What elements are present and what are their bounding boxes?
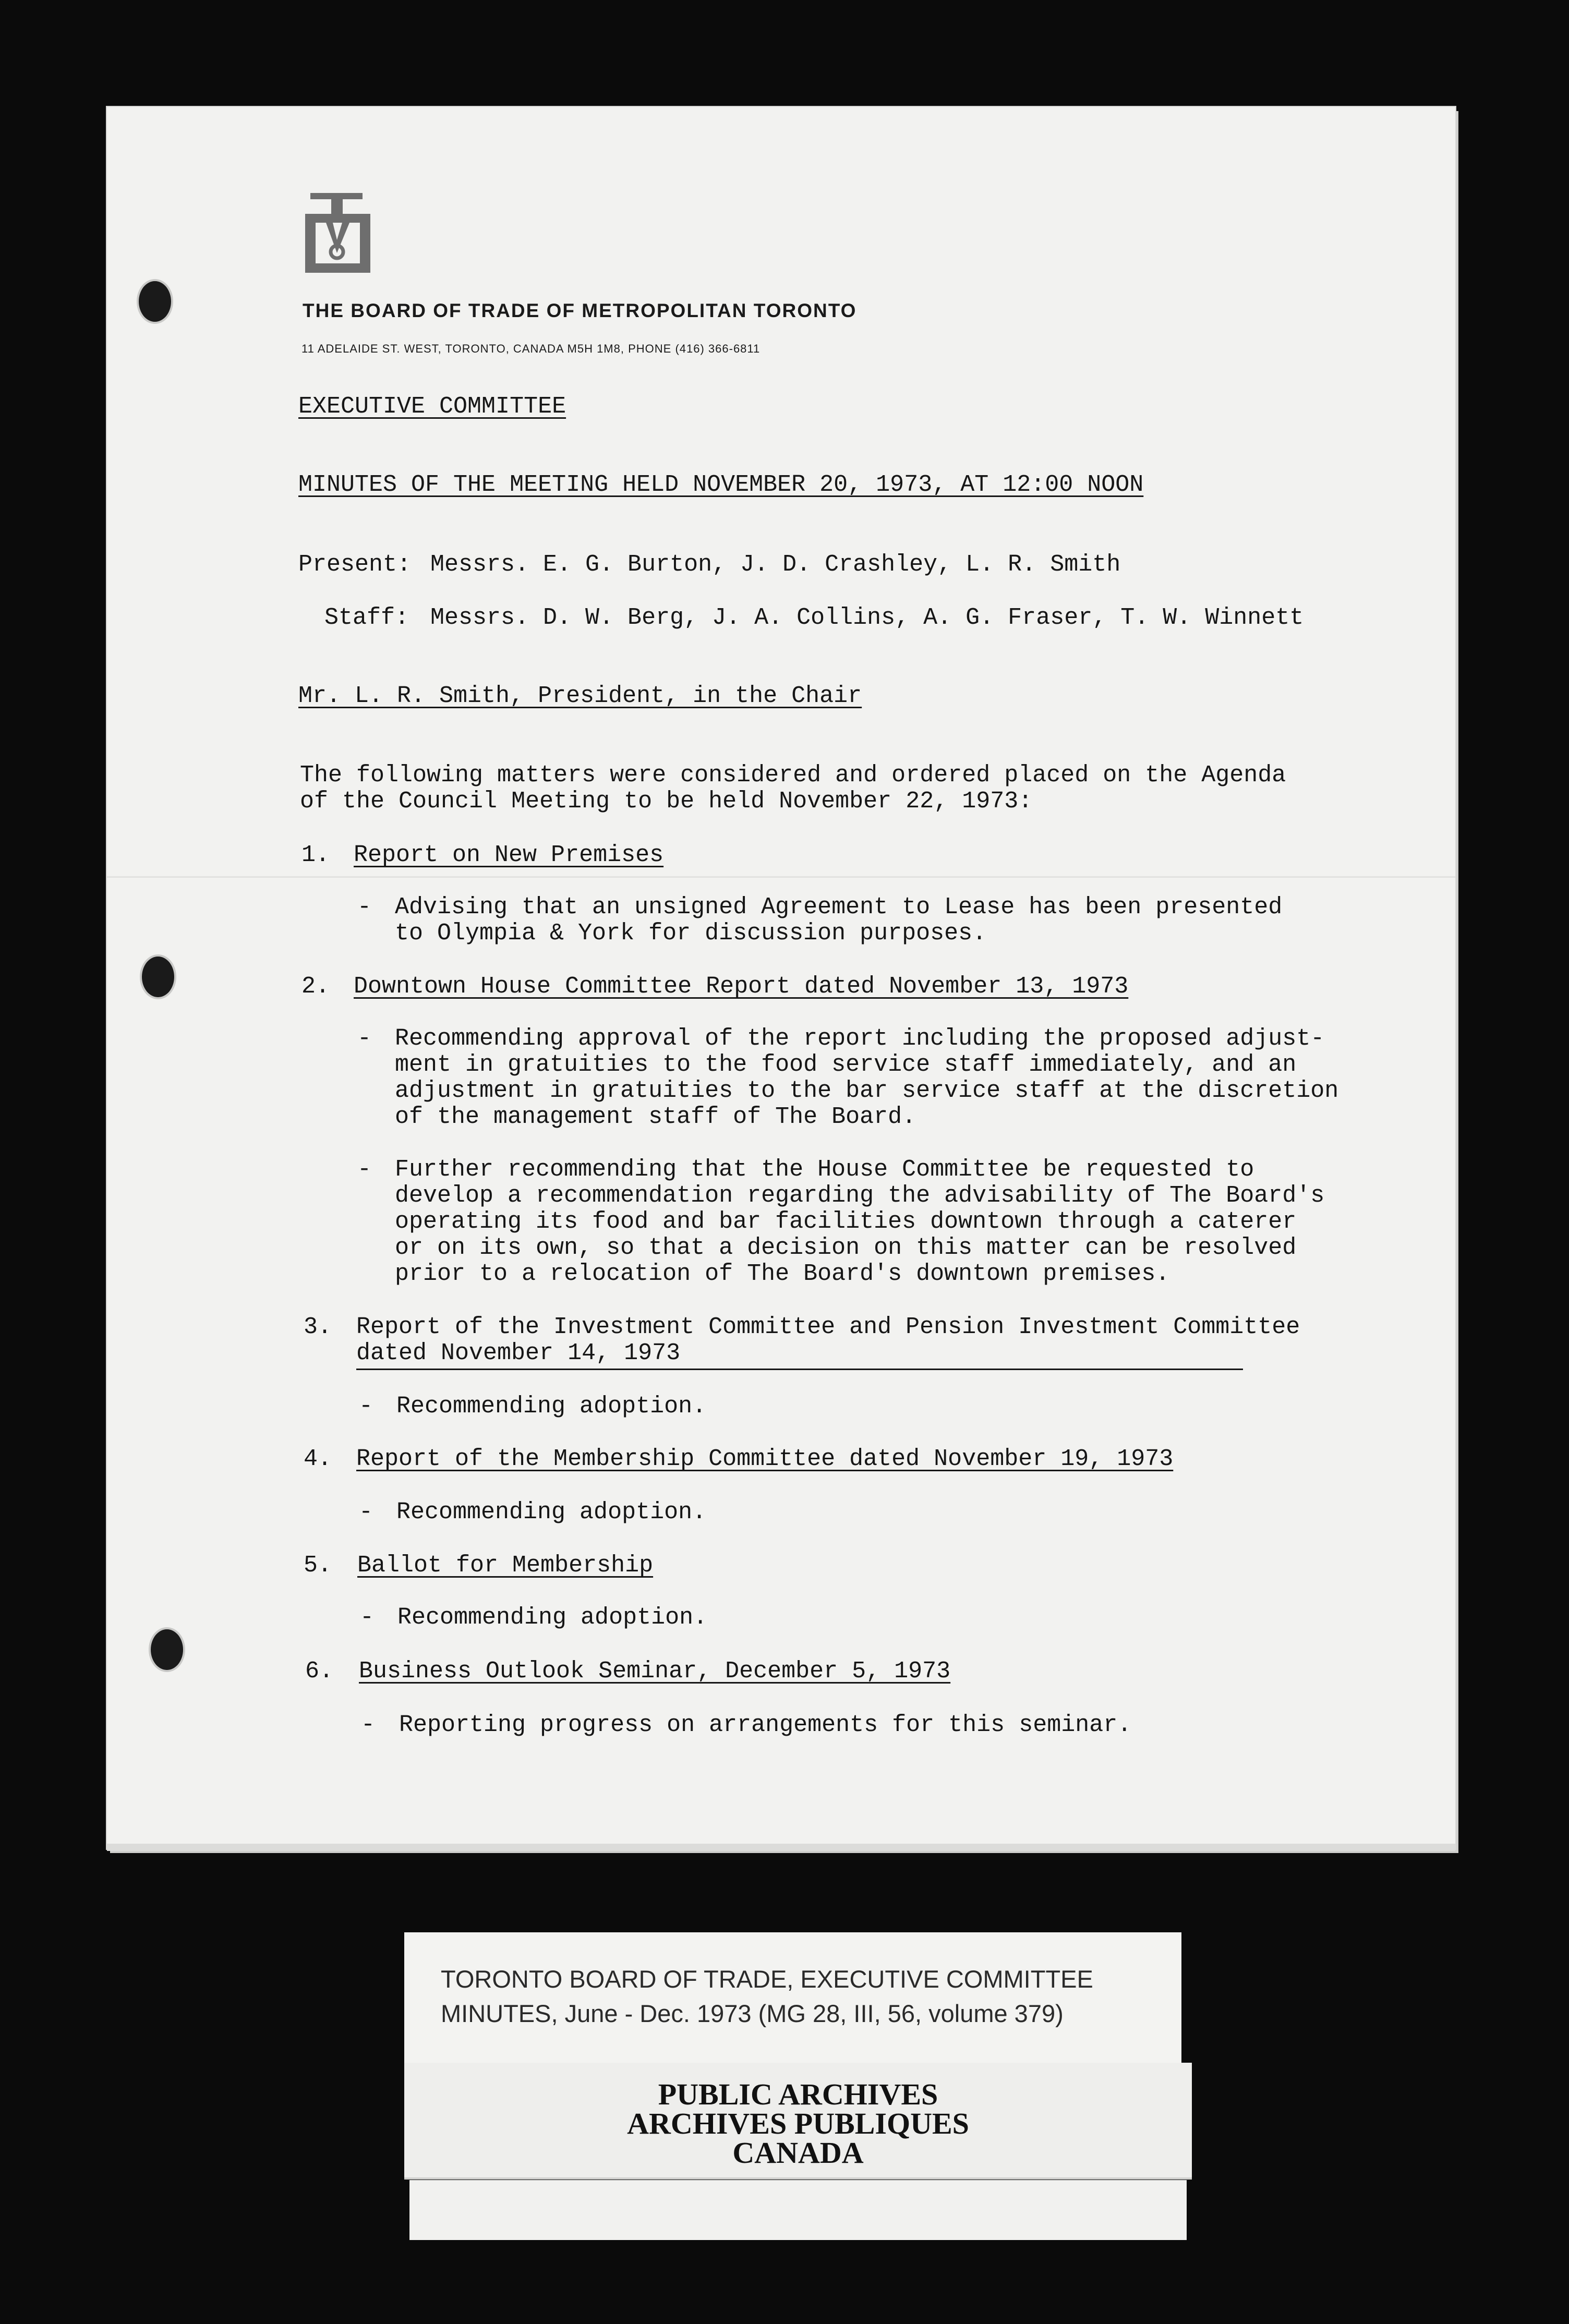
item-heading: Ballot for Membership [357, 1552, 654, 1579]
committee-heading: EXECUTIVE COMMITTEE [298, 393, 566, 420]
item-note-line: Recommending adoption. [396, 1499, 707, 1526]
item-note-line: or on its own, so that a decision on this matter can be resolved [395, 1234, 1297, 1261]
item-note-line: Further recommending that the House Committee be requested to [395, 1156, 1254, 1183]
item-number: 2. [301, 973, 330, 1000]
item-heading: Downtown House Committee Report dated November 13, 1973 [354, 973, 1129, 1000]
item-note-line: Reporting progress on arrangements for this seminar. [399, 1712, 1132, 1738]
page-fold-line [107, 876, 1455, 878]
note-dash: - [360, 1604, 375, 1631]
item-number: 1. [301, 842, 330, 868]
archive-stamp-card [404, 2063, 1192, 2177]
item-note-line: Recommending adoption. [396, 1393, 707, 1420]
board-of-trade-logo-icon [303, 190, 373, 274]
minutes-title: MINUTES OF THE MEETING HELD NOVEMBER 20, 1973, AT 12:00 NOON [298, 471, 1144, 498]
item-heading: Report on New Premises [354, 842, 664, 868]
item-note-line: of the management staff of The Board. [395, 1104, 916, 1130]
note-dash: - [359, 1393, 373, 1420]
chair-line: Mr. L. R. Smith, President, in the Chair [298, 683, 862, 709]
note-dash: - [357, 894, 372, 921]
note-dash: - [361, 1712, 376, 1738]
organization-name: THE BOARD OF TRADE OF METROPOLITAN TORONTO [303, 300, 857, 321]
item-note-line: Recommending adoption. [397, 1604, 708, 1631]
punch-hole-icon [149, 1627, 185, 1672]
punch-hole-icon [137, 279, 173, 324]
item-note-line: operating its food and bar facilities downtown through a caterer [395, 1208, 1297, 1235]
archive-label-card [404, 1932, 1181, 2063]
archive-label-line: TORONTO BOARD OF TRADE, EXECUTIVE COMMITTEE [441, 1965, 1093, 1993]
item-note-line: prior to a relocation of The Board's downtown premises. [395, 1261, 1170, 1287]
staff-names: Messrs. D. W. Berg, J. A. Collins, A. G. Fraser, T. W. Winnett [430, 604, 1304, 631]
note-dash: - [357, 1025, 372, 1052]
archive-stamp-line: CANADA [732, 2136, 864, 2170]
punch-hole-icon [140, 954, 176, 999]
item-number: 3. [304, 1314, 332, 1340]
present-label: Present: [298, 551, 412, 578]
archive-stamp-line: ARCHIVES PUBLIQUES [627, 2107, 969, 2140]
label-bottom-strip [409, 2180, 1187, 2240]
page-edge [107, 1844, 1455, 1851]
item-note-line: Advising that an unsigned Agreement to Lease has been presented [395, 894, 1283, 921]
intro-text: of the Council Meeting to be held November 22, 1973: [300, 788, 1033, 815]
item-note-line: ment in gratuities to the food service staff immediately, and an [395, 1051, 1297, 1078]
organization-address: 11 ADELAIDE ST. WEST, TORONTO, CANADA M5H 1M8, PHONE (416) 366-6811 [301, 342, 761, 355]
intro-text: The following matters were considered and ordered placed on the Agenda [300, 762, 1286, 789]
archive-stamp-line: PUBLIC ARCHIVES [658, 2077, 938, 2111]
present-names: Messrs. E. G. Burton, J. D. Crashley, L. R. Smith [430, 551, 1121, 578]
item-note-line: adjustment in gratuities to the bar service staff at the discretion [395, 1078, 1339, 1104]
item-number: 4. [304, 1446, 332, 1472]
item-note-line: Recommending approval of the report including the proposed adjust- [395, 1025, 1325, 1052]
item-heading: Report of the Membership Committee dated November 19, 1973 [356, 1446, 1174, 1472]
staff-label: Staff: [324, 604, 409, 631]
item-heading: Report of the Investment Committee and Pension Investment Committee [356, 1314, 1300, 1340]
item-heading: Business Outlook Seminar, December 5, 1973 [359, 1658, 951, 1685]
heading-underline [356, 1369, 1243, 1370]
item-number: 5. [304, 1552, 332, 1579]
item-heading: dated November 14, 1973 [356, 1340, 681, 1366]
item-note-line: to Olympia & York for discussion purposes. [395, 920, 987, 947]
note-dash: - [357, 1156, 372, 1183]
item-note-line: develop a recommendation regarding the advisability of The Board's [395, 1182, 1325, 1209]
note-dash: - [359, 1499, 373, 1526]
item-number: 6. [305, 1658, 334, 1685]
archive-label-line: MINUTES, June - Dec. 1973 (MG 28, III, 56, volume 379) [441, 2000, 1064, 2027]
